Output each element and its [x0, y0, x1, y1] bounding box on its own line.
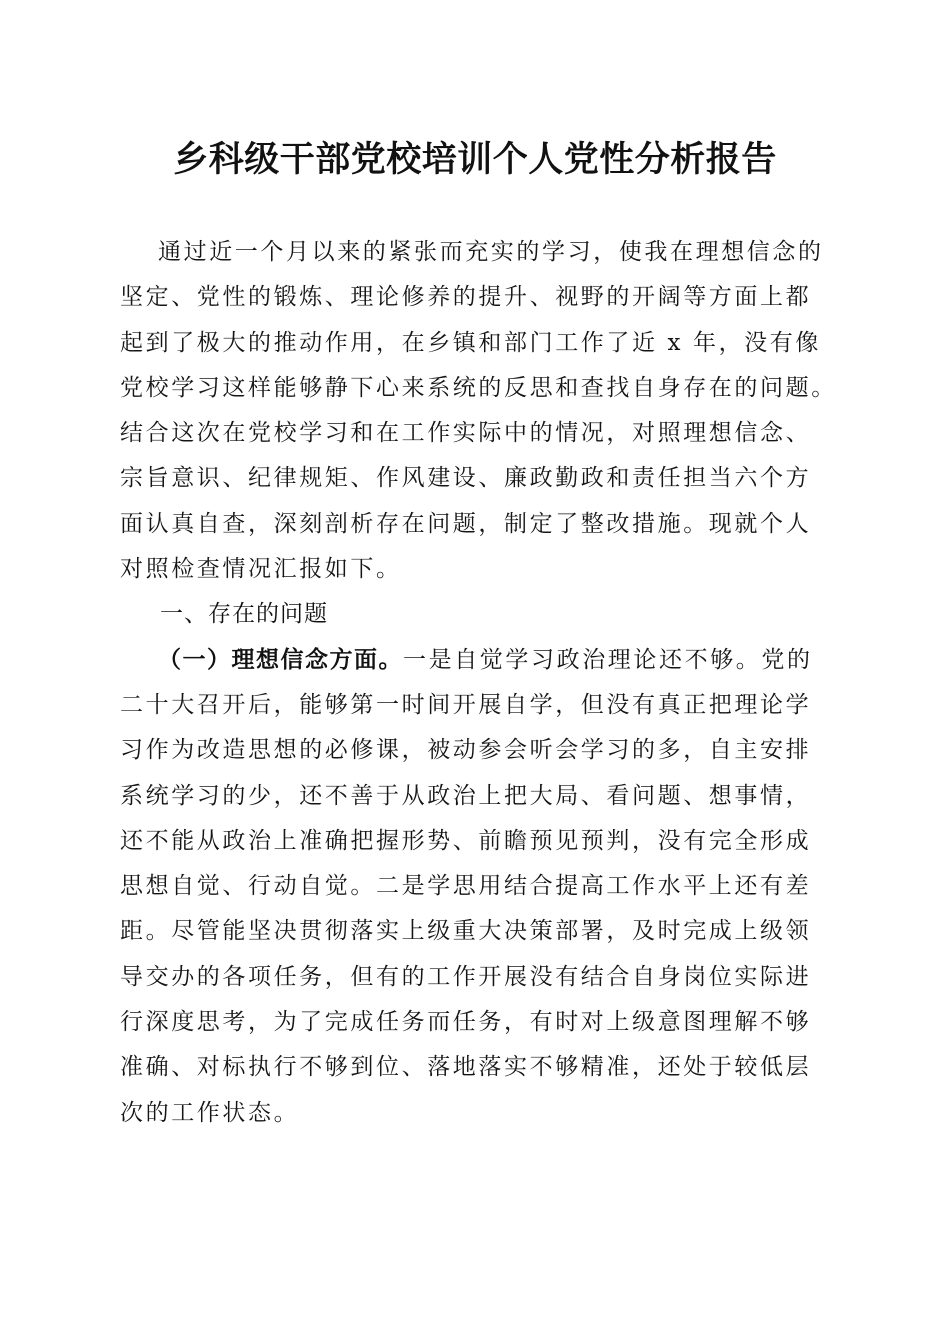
- intro-line: 起到了极大的推动作用，在乡镇和部门工作了近 x 年，没有像: [120, 329, 821, 356]
- document-title: 乡科级干部党校培训个人党性分析报告: [173, 139, 777, 180]
- section-heading-problems: 一、存在的问题: [160, 601, 328, 628]
- intro-line: 宗旨意识、纪律规矩、作风建设、廉政勤政和责任担当六个方: [120, 465, 812, 492]
- subsection-line: 系统学习的少，还不善于从政治上把大局、看问题、想事情，: [120, 782, 812, 809]
- intro-line: 坚定、党性的锻炼、理论修养的提升、视野的开阔等方面上都: [120, 284, 812, 311]
- subsection-first-line: [120, 638, 850, 683]
- intro-line: 对照检查情况汇报如下。: [120, 556, 402, 583]
- intro-line: 面认真自查，深刻剖析存在问题，制定了整改措施。现就个人: [120, 510, 812, 537]
- subsection-line: 导交办的各项任务，但有的工作开展没有结合自身岗位实际进: [120, 963, 812, 990]
- subsection-label: （一）理想信念方面。: [158, 646, 403, 673]
- subsection-line: 准确、对标执行不够到位、落地落实不够精准，还处于较低层: [120, 1054, 812, 1081]
- subsection-line: 还不能从政治上准确把握形势、前瞻预见预判，没有完全形成: [120, 827, 812, 854]
- subsection-line: 次的工作状态。: [120, 1099, 300, 1126]
- subsection-line: 习作为改造思想的必修课，被动参会听会学习的多，自主安排: [120, 737, 812, 764]
- subsection-line: 思想自觉、行动自觉。二是学思用结合提高工作水平上还有差: [120, 873, 812, 900]
- document-body: [120, 230, 850, 1136]
- intro-line: 结合这次在党校学习和在工作实际中的情况，对照理想信念、: [120, 420, 812, 447]
- intro-line: 通过近一个月以来的紧张而充实的学习，使我在理想信念的: [158, 239, 824, 265]
- intro-line: 党校学习这样能够静下心来系统的反思和查找自身存在的问题。: [120, 374, 837, 401]
- subsection-line: 行深度思考，为了完成任务而任务，有时对上级意图理解不够: [120, 1009, 812, 1036]
- subsection-line: 二十大召开后，能够第一时间开展自学，但没有真正把理论学: [120, 691, 812, 718]
- subsection-first-line-text: 一是自觉学习政治理论还不够。党的: [403, 646, 813, 673]
- subsection-line: 距。尽管能坚决贯彻落实上级重大决策部署，及时完成上级领: [120, 918, 812, 945]
